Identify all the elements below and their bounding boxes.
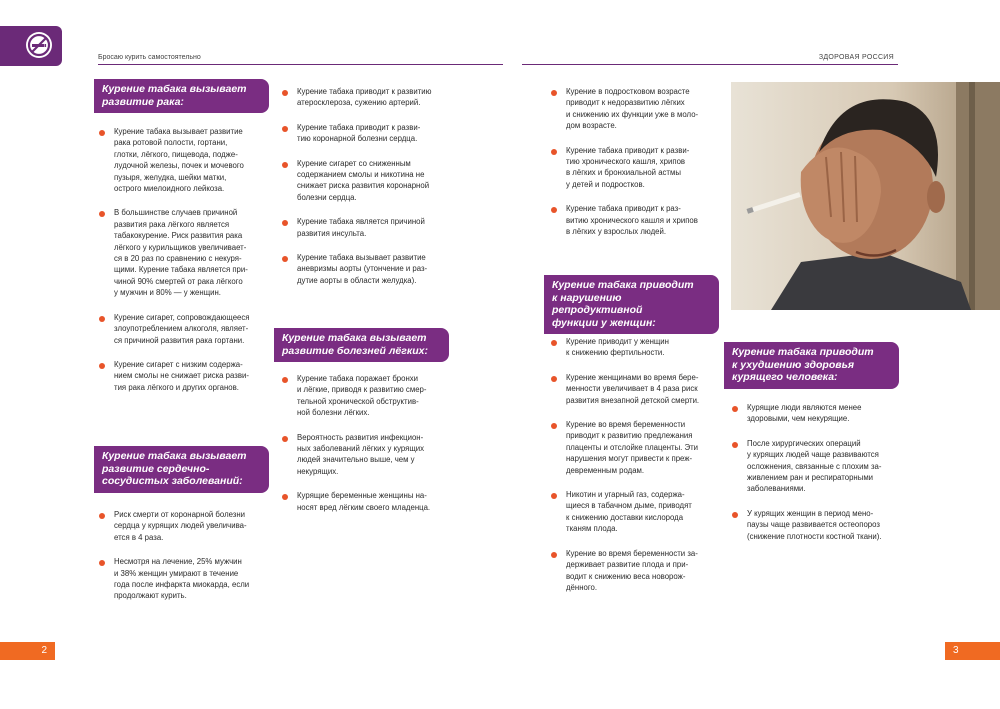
list-item — [730, 508, 910, 542]
heading-line: Курение табака приводит — [732, 346, 874, 358]
column-lungs — [280, 373, 460, 526]
heading-line: функции у женщин: — [552, 316, 656, 329]
heading-line: к ухудшению здоровья — [732, 358, 855, 371]
header-rule-left — [98, 64, 503, 65]
column-lungs-continued — [549, 86, 729, 250]
heading-line: сосудистых заболеваний: — [102, 475, 243, 487]
column-cardio — [97, 509, 277, 615]
list-item — [549, 548, 729, 594]
list-item — [280, 432, 460, 478]
list-item — [549, 419, 729, 476]
item-text: Курение табака приводит к разви- тию коронарной болезни сердца. — [297, 122, 421, 144]
page-number-left — [0, 642, 55, 660]
item-text: Курение в подростковом возрасте приводит к недоразвитию лёгких и снижению их функции уже в моло- дом возрасте. — [566, 87, 699, 131]
item-text: Курение табака приводит к разви- тию хронического кашля, хрипов в лёгких и бронхиальной астмы у детей и подростков. — [566, 145, 690, 189]
smoking-man-photo — [731, 82, 1000, 310]
bullet-icon — [282, 90, 288, 96]
bullet-icon — [551, 340, 557, 346]
list-item — [97, 556, 277, 602]
heading-lungs — [274, 328, 449, 362]
item-text: Курение женщинами во время бере- менности увеличивает в 4 раза риск развития внезапной детской смерти. — [566, 372, 700, 405]
list-item — [97, 126, 277, 194]
bullet-icon — [732, 442, 738, 448]
list-item — [97, 509, 277, 543]
column-cardio-continued — [280, 86, 460, 299]
item-text: Курение табака приводит к раз- витию хронического кашля и хрипов в лёгких у взрослых людей. — [566, 204, 698, 237]
item-text: После хирургических операций у курящих людей чаще развиваются осложнения, связанные с плохим за- живлением ран и респираторными заболеваниями. — [747, 438, 882, 494]
heading-line: развитие рака: — [102, 95, 184, 108]
item-text: У курящих женщин в период мено- паузы чаще развивается остеопороз (снижение плотности костной ткани). — [747, 508, 882, 541]
bullet-icon — [282, 494, 288, 500]
list-item — [280, 252, 460, 286]
bullet-icon — [732, 406, 738, 412]
page-number-right — [945, 642, 1000, 660]
page-number-label: 3 — [953, 645, 959, 656]
item-text: Курящие люди являются менее здоровыми, чем некурящие. — [747, 403, 862, 424]
bullet-icon — [282, 126, 288, 132]
column-reproductive — [549, 336, 729, 606]
list-item — [280, 490, 460, 513]
list-item — [97, 359, 277, 393]
heading-line: к нарушению репродуктивной — [552, 291, 643, 316]
item-text: Курение сигарет с низким содержа- нием смолы не снижает риска разви- тия рака лёгкого и других органов. — [114, 359, 249, 392]
heading-cardio — [94, 446, 269, 493]
bullet-icon — [99, 130, 105, 136]
item-text: Никотин и угарный газ, содержа- щиеся в табачном дыме, приводят к снижению доставки кислорода тканям плода. — [566, 490, 692, 534]
bullet-icon — [282, 220, 288, 226]
bullet-icon — [551, 149, 557, 155]
item-text: Курение приводит у женщин к снижению фертильности. — [566, 337, 669, 358]
bullet-icon — [282, 436, 288, 442]
list-item — [280, 216, 460, 239]
logo-tab — [0, 26, 62, 66]
column-health — [730, 402, 910, 555]
bullet-icon — [551, 90, 557, 96]
list-item — [730, 402, 910, 425]
item-text: Курящие беременные женщины на- носят вред лёгким своего младенца. — [297, 491, 431, 512]
heading-line: курящего человека: — [732, 371, 838, 383]
heading-reproductive — [544, 275, 719, 334]
item-text: Курение табака поражает бронхи и лёгкие, приводя к развитию смер- тельной хронической обструктив- ной болезни лёгких. — [297, 374, 427, 418]
bullet-icon — [551, 376, 557, 382]
item-text: Курение табака приводит к развитию атеросклероза, сужению артерий. — [297, 87, 432, 108]
heading-health — [724, 342, 899, 389]
item-text: Вероятность развития инфекцион- ных заболеваний лёгких у курящих людей значительно выше, чем у некурящих. — [297, 432, 425, 476]
list-item — [549, 372, 729, 406]
no-smoking-icon — [26, 32, 52, 58]
bullet-icon — [732, 512, 738, 518]
bullet-icon — [99, 560, 105, 566]
heading-line: Курение табака приводит — [552, 279, 694, 291]
item-text: Курение сигарет, сопровождающееся злоупотреблением алкоголя, являет- ся причиной развития рака гортани. — [114, 312, 250, 345]
list-item — [549, 86, 729, 132]
list-item — [549, 145, 729, 191]
bullet-icon — [551, 423, 557, 429]
item-text: Курение табака вызывает развитие аневризмы аорты (утончение и раз- дутие аорты в области желудка). — [297, 253, 428, 285]
running-title-right: ЗДОРОВАЯ РОССИЯ — [818, 54, 894, 61]
list-item — [280, 158, 460, 204]
heading-line: развитие сердечно- — [102, 462, 210, 475]
column-cancer — [97, 126, 277, 406]
heading-line: Курение табака вызывает — [102, 83, 247, 95]
heading-line: Курение табака вызывает — [282, 332, 427, 344]
list-item — [730, 438, 910, 495]
list-item — [280, 373, 460, 419]
list-item — [280, 86, 460, 109]
bullet-icon — [282, 256, 288, 262]
bullet-icon — [99, 513, 105, 519]
list-item — [97, 312, 277, 346]
list-item — [549, 203, 729, 237]
bullet-icon — [551, 207, 557, 213]
bullet-icon — [551, 552, 557, 558]
page-number-label: 2 — [41, 645, 47, 656]
list-item — [549, 489, 729, 535]
heading-cancer — [94, 79, 269, 113]
running-title-left: Бросаю курить самостоятельно — [98, 54, 201, 61]
heading-line: Курение табака вызывает — [102, 450, 247, 462]
item-text: Курение сигарет со сниженным содержанием смолы и никотина не снижает риска развития коронарной болезни сердца. — [297, 158, 430, 202]
item-text: Курение во время беременности приводит к развитию предлежания плаценты и отслойке плаценты. Эти нарушения могут привести к преж- девременным родам. — [566, 420, 699, 475]
list-item — [549, 336, 729, 359]
item-text: Курение табака вызывает развитие рака ротовой полости, гортани, глотки, лёгкого, пищевода, подже- лудочной железы, почек и мочевого пузыря, желудка, шейки матки, острого миелоидного лейкоза. — [114, 127, 244, 194]
item-text: Курение во время беременности за- держивает развитие плода и при- водит к снижению веса новорож- дённого. — [566, 548, 698, 592]
list-item — [97, 207, 277, 298]
item-text: Риск смерти от коронарной болезни сердца у курящих людей увеличива- ется в 4 раза. — [114, 510, 247, 542]
heading-line: развитие болезней лёгких: — [282, 344, 428, 357]
bullet-icon — [99, 363, 105, 369]
header-rule-right — [522, 64, 898, 65]
bullet-icon — [551, 493, 557, 499]
bullet-icon — [99, 316, 105, 322]
item-text: В большинстве случаев причиной развития рака лёгкого является табакокурение. Риск развития рака лёгкого у курильщиков увеличивает- ся в 20 раз по сравнению с некуря- щими. Курение табака является при- чиной 90% смертей от рака лёгкого у мужчин и 80% — у женщин. — [114, 208, 248, 298]
list-item — [280, 122, 460, 145]
item-text: Курение табака является причиной развития инсульта. — [297, 217, 425, 238]
bullet-icon — [282, 162, 288, 168]
item-text: Несмотря на лечение, 25% мужчин и 38% женщин умирают в течение года после инфаркта миокарда, если продолжают курить. — [114, 557, 250, 601]
bullet-icon — [99, 211, 105, 217]
bullet-icon — [282, 377, 288, 383]
